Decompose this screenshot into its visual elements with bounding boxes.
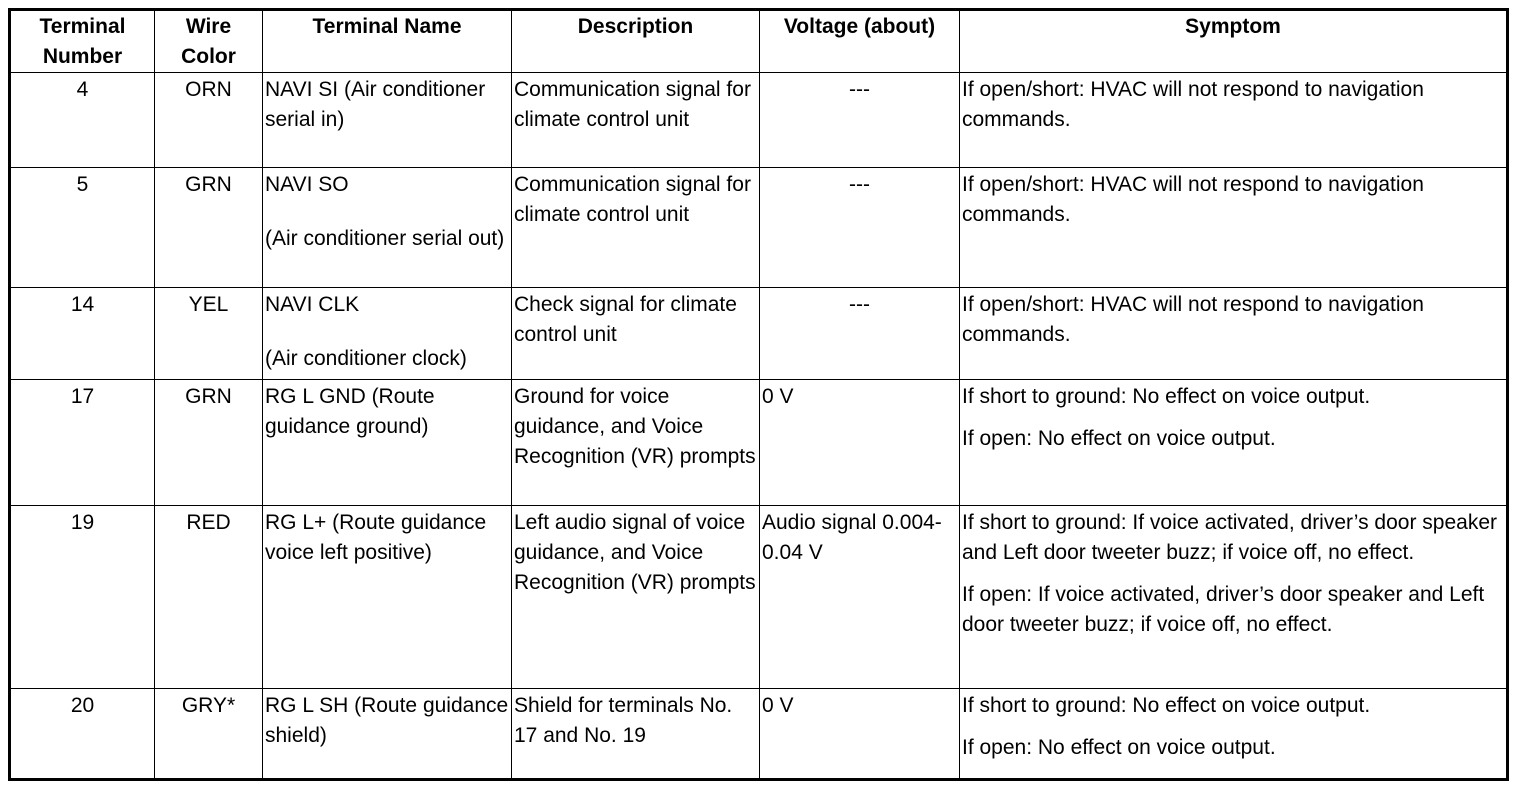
symptom-text: If open: No effect on voice output. <box>962 427 1276 450</box>
symptom-text: If short to ground: If voice activated, driver’s door speaker and Left door tweeter buzz; if voice off, no effect. <box>962 511 1497 564</box>
terminal-number-cell: 5 <box>10 168 155 288</box>
terminal-table <box>8 8 1509 781</box>
voltage-cell: --- <box>760 168 960 288</box>
terminal-name-text: RG L SH (Route guidance shield) <box>265 694 509 747</box>
symptom-text: If open/short: HVAC will not respond to navigation commands. <box>962 173 1424 226</box>
terminal-name-text: NAVI CLK <box>265 293 360 316</box>
terminal-number-cell: 4 <box>10 73 155 168</box>
symptom-cell <box>960 380 1508 506</box>
wire-color-cell: ORN <box>155 73 263 168</box>
symptom-cell <box>960 168 1508 288</box>
terminal-number-cell: 20 <box>10 689 155 780</box>
symptom-text: If open/short: HVAC will not respond to navigation commands. <box>962 293 1424 346</box>
wire-color-cell: GRY* <box>155 689 263 780</box>
terminal-name-subtext: (Air conditioner serial out) <box>265 227 505 250</box>
voltage-cell: 0 V <box>760 380 960 506</box>
voltage-cell: Audio signal 0.004-0.04 V <box>760 506 960 689</box>
table-row <box>10 689 1508 780</box>
description-cell: Check signal for climate control unit <box>512 288 760 380</box>
description-cell: Left audio signal of voice guidance, and Voice Recognition (VR) prompts <box>512 506 760 689</box>
table-row <box>10 168 1508 288</box>
header-voltage: Voltage (about) <box>760 10 960 73</box>
header-wire-color: Wire Color <box>155 10 263 73</box>
header-terminal-name: Terminal Name <box>263 10 512 73</box>
symptom-cell <box>960 288 1508 380</box>
wire-color-cell: RED <box>155 506 263 689</box>
terminal-name-text: NAVI SO <box>265 173 349 196</box>
table-row <box>10 73 1508 168</box>
symptom-text: If open: If voice activated, driver’s door speaker and Left door tweeter buzz; if voice off, no effect. <box>962 583 1485 636</box>
header-terminal-number: Terminal Number <box>10 10 155 73</box>
description-cell: Ground for voice guidance, and Voice Recognition (VR) prompts <box>512 380 760 506</box>
header-description: Description <box>512 10 760 73</box>
symptom-text: If short to ground: No effect on voice output. <box>962 694 1371 717</box>
voltage-cell: --- <box>760 288 960 380</box>
wire-color-cell: GRN <box>155 168 263 288</box>
terminal-name-text: RG L+ (Route guidance voice left positive) <box>265 511 487 564</box>
terminal-name-cell <box>263 168 512 288</box>
table-row <box>10 380 1508 506</box>
table-row <box>10 506 1508 689</box>
terminal-number-cell: 17 <box>10 380 155 506</box>
wire-color-cell: YEL <box>155 288 263 380</box>
terminal-name-text: NAVI SI (Air conditioner serial in) <box>265 78 486 131</box>
symptom-cell <box>960 689 1508 780</box>
voltage-cell: 0 V <box>760 689 960 780</box>
voltage-cell: --- <box>760 73 960 168</box>
terminal-number-cell: 14 <box>10 288 155 380</box>
description-cell: Communication signal for climate control unit <box>512 73 760 168</box>
header-symptom: Symptom <box>960 10 1508 73</box>
description-cell: Shield for terminals No. 17 and No. 19 <box>512 689 760 780</box>
terminal-name-cell <box>263 288 512 380</box>
table-row <box>10 288 1508 380</box>
terminal-name-subtext: (Air conditioner clock) <box>265 347 467 370</box>
header-row <box>10 10 1508 73</box>
terminal-number-cell: 19 <box>10 506 155 689</box>
symptom-cell <box>960 506 1508 689</box>
terminal-name-cell <box>263 380 512 506</box>
symptom-text: If open/short: HVAC will not respond to navigation commands. <box>962 78 1424 131</box>
symptom-text: If open: No effect on voice output. <box>962 736 1276 759</box>
symptom-text: If short to ground: No effect on voice output. <box>962 385 1371 408</box>
wire-color-cell: GRN <box>155 380 263 506</box>
terminal-name-cell <box>263 506 512 689</box>
terminal-name-text: RG L GND (Route guidance ground) <box>265 385 435 438</box>
description-cell: Communication signal for climate control unit <box>512 168 760 288</box>
terminal-name-cell <box>263 689 512 780</box>
terminal-name-cell <box>263 73 512 168</box>
symptom-cell <box>960 73 1508 168</box>
